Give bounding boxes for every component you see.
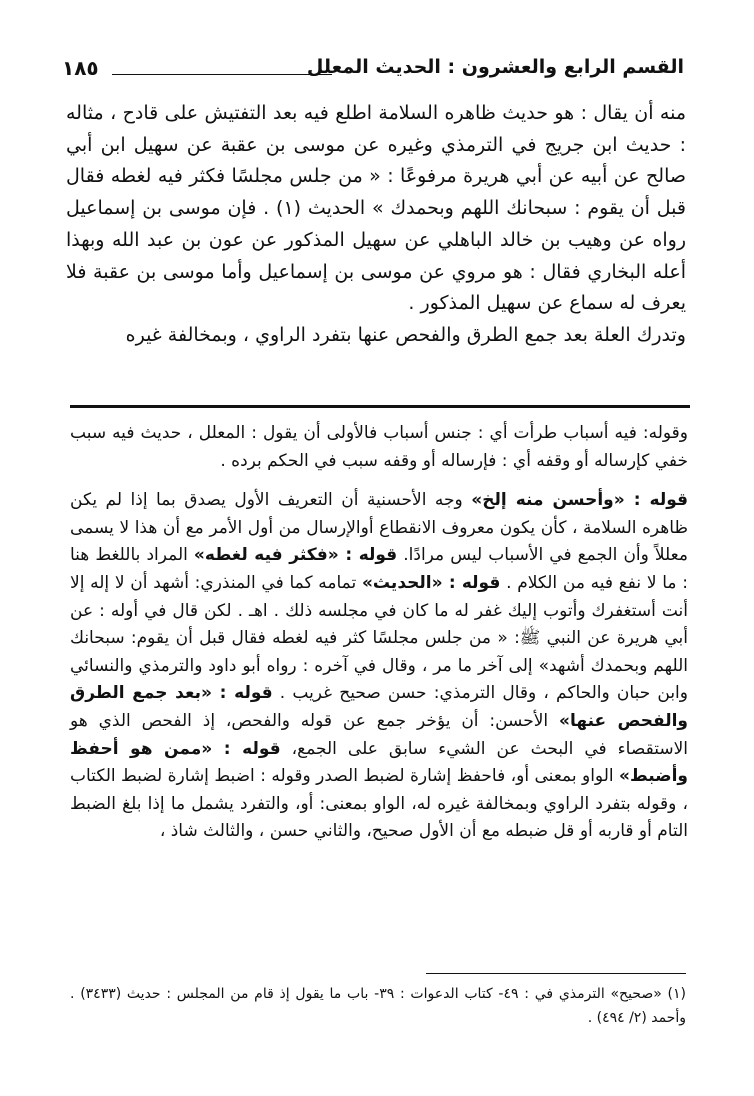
page-number: ١٨٥	[62, 56, 99, 80]
commentary-keyword: قوله : «بعد جمع الطرق والفحص عنها»	[70, 683, 688, 731]
commentary-paragraph	[70, 487, 688, 846]
commentary	[70, 420, 688, 846]
main-paragraph: منه أن يقال : هو حديث ظاهره السلامة اطلع فيه بعد التفتيش على قادح ، مثاله : حديث ابن جريج في الترمذي وغيره عن موسى بن عقبة عن سهيل ابن أبي صالح عن أبيه عن أبي هريرة مرفوعًا : « من جلس مجلسًا فكثر فيه لغطه فقال قبل أن يقوم : سبحانك اللهم وبحمدك » الحديث (١) . فإن موسى بن إسماعيل رواه عن وهيب بن خالد الباهلي عن سهيل المذكور عن عون بن عبد الله وبهذا أعله البخاري فقال : هو مروي عن موسى بن إسماعيل وأما موسى بن عقبة فلا يعرف له سماع عن سهيل المذكور .	[66, 102, 686, 315]
main-text	[66, 98, 686, 352]
header-rule	[112, 74, 332, 75]
commentary-text: الواو بمعنى أو، فاحفظ إشارة لضبط الصدر وقوله : اضبط إشارة لضبط الكتاب ، وقوله بتفرد الراوي وبمخالفة غيره له، الواو بمعنى: أو، والتفرد يشمل ما إذا بلغ الضبط التام أو قاربه أو قل ضبطه مع أن الأول صحيح، والثاني حسن ، والثالث شاذ ،	[70, 766, 688, 842]
section-divider	[70, 405, 690, 408]
commentary-text: الأحسن: أن يؤخر جمع عن قوله والفحص، إذ الفحص الذي هو الاستقصاء في البحث عن الشيء سابق على الجمع،	[70, 710, 688, 759]
footnote-rule	[426, 973, 686, 974]
commentary-keyword: قوله : «ممن هو أحفظ وأضبط»	[70, 738, 688, 787]
commentary-text: تمامه كما في المنذري: أشهد أن لا إله إلا أنت أستغفرك وأتوب إليك غفر له ما كان في مجلسه ذلك . اهـ . لكن قال في أوله : عن أبي هريرة عن النبي ﷺ: « من جلس مجلسًا كثر فيه لغطه فقال قبل أن يقوم: سبحانك اللهم وبحمدك أشهد» إلى آخر ما مر ، وقال في آخره : رواه أبو داود والترمذي والنسائي وابن حبان والحاكم ، وقال الترمذي: حسن صحيح غريب .	[70, 572, 688, 704]
main-paragraph: وتدرك العلة بعد جمع الطرق والفحص عنها بتفرد الراوي ، وبمخالفة غيره	[125, 323, 686, 346]
footnote-text: (١) «صحيح» الترمذي في : ٤٩- كتاب الدعوات : ٣٩- باب ما يقول إذ قام من المجلس : حديث (٣٤٣٣) . وأحمد (٢/ ٤٩٤) .	[70, 986, 686, 1026]
commentary-keyword: قوله : «الحديث»	[361, 572, 501, 593]
commentary-paragraph: وقوله: فيه أسباب طرأت أي : جنس أسباب فالأولى أن يقول : المعلل ، حديث فيه سبب خفي كإرساله أو وقفه أي : فإرساله أو وقفه سبب في الحكم برده .	[70, 423, 688, 471]
commentary-text: المراد باللغط هنا : ما لا نفع فيه من الكلام .	[70, 545, 688, 593]
commentary-text: وجه الأحسنية أن التعريف الأول يصدق بما إذا لم يكن ظاهره السلامة ، كأن يكون معروف الانقطاع أوالإرسال من أول الأمر مع أن هذا لا يسمى معللاً وأن الجمع في الأسباب ليس مرادًا.	[70, 490, 688, 566]
footnote	[70, 982, 686, 1030]
page-header	[62, 52, 684, 86]
commentary-keyword: قوله : «وأحسن منه إلخ»	[471, 490, 688, 511]
commentary-keyword: قوله : «فكثر فيه لغطه»	[193, 545, 398, 566]
running-title: القسم الرابع والعشرون : الحديث المعلل	[306, 56, 684, 78]
